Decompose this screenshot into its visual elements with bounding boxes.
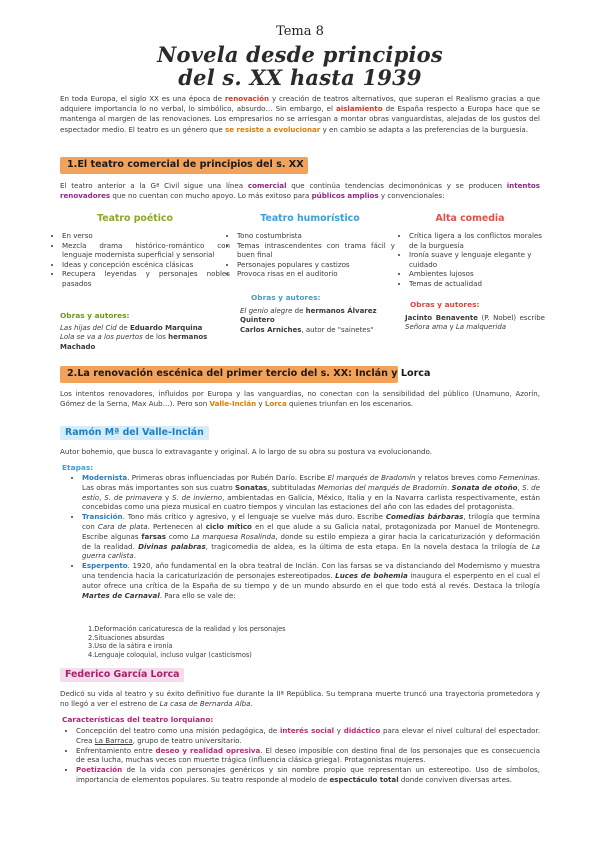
column-alta-comedia [397, 231, 542, 289]
list-item: • Ambientes lujosos [409, 269, 542, 279]
authors-label-alta-comedia: Obras y autores: [410, 300, 480, 309]
column-title-teatro-humoristico: Teatro humorístico [260, 213, 360, 224]
lorca-features-label: Características del teatro lorquiano: [62, 715, 214, 724]
column-title-teatro-poetico: Teatro poético [97, 213, 173, 224]
lorca-features-list [66, 726, 540, 785]
intro-paragraph: En toda Europa, el siglo XX es una época de renovación y creación de teatros alternativos, que superan el Realismo gracias a que adquiere importancia lo no verbal, lo simbólico, absurdo… Sin embargo, el aislamiento de España respecto a Europa hace que se mantenga al margen de las renovaciones. Los empresarios no se arriesgan a montar obras vanguardistas, alejadas de los gustos del espectador medio. El teatro es un género que se resiste a evolucionar y en cambio se adapta a las preferencias de la burguesía. [60, 94, 541, 134]
list-item: • Recupera leyendas y personajes nobles pasados [62, 269, 230, 288]
page-title-line-1: Novela desde principios [157, 42, 443, 67]
etapa-modernista: • Modernista. Primeras obras influenciadas por Rubén Darío. Escribe El marqués de Bradomín y relatos breves como Femeninas. Las obras más importantes son sus cuatro Sonatas, subtituladas Memorias del marqués de Bradomín. Sonata de otoño, S. de estío, S. de primavera y S. de invierno, ambientadas en Galicia, México, Italia y en la Navarra carlista respectivamente, están concebidas como una pieza musical en cuatro tiempos y vinculan las estaciones del año con las edades del protagonista. [82, 473, 540, 512]
list-item: • Personajes populares y castizos [237, 260, 395, 270]
list-item: 2.Situaciones absurdas [88, 633, 165, 642]
section-1-intro: El teatro anterior a la Gª Civil sigue una línea comercial que continúa tendencias decimonónicas y se producen intentos renovadores que no cuentan con mucho apoyo. Lo más exitoso para públicos amplios y convencionales: [60, 181, 540, 201]
etapas-label: Etapas: [62, 463, 94, 472]
section-2-intro: Los intentos renovadores, influidos por Europa y las vanguardias, no conectan con la sensibilidad del público (Unamuno, Azorín, Gómez de la Serna, Max Aub…). Pero son Valle-Inclán y Lorca quienes triunfan en los escenarios. [60, 389, 540, 409]
etapas-list [72, 473, 540, 600]
esperpento-resources [88, 625, 286, 659]
valle-inclan-bio: Autor bohemio, que busca lo extravagante y original. A lo largo de su obra su postura va evolucionando. [60, 447, 432, 456]
list-item: • Tono costumbrista [237, 231, 395, 241]
list-item: • Concepción del teatro como una misión pedagógica, de interés social y didáctico para elevar el nivel cultural del espectador. Crea La Barraca, grupo de teatro universitario. [76, 726, 540, 746]
authors-label-humoristico: Obras y autores: [251, 293, 321, 302]
etapa-esperpento: • Esperpento. 1920, año fundamental en la obra teatral de Inclán. Con las farsas se va distanciando del Modernismo y muestra una tendencia hacia la caricaturización de personajes estereotipados. Luces de bohemia inaugura el esperpento en el cual el autor ofrece una crítica de la España de su tiempo y de un mundo absurdo en el que todo está al revés. Destaca la trilogía Martes de Carnaval. Para ello se vale de: [82, 561, 540, 600]
lorca-heading: Federico García Lorca [60, 668, 184, 682]
authors-humoristico: El genio alegre de hermanos Álvarez Quintero Carlos Arniches, autor de "sainetes" [240, 307, 377, 334]
section-2-heading: 2.La renovación escénica del primer tercio del s. XX: Inclán y Lorca [60, 366, 398, 383]
authors-alta-comedia: Jacinto Benavente (P. Nobel) escribe Señora ama y La malquerida [405, 314, 545, 332]
list-item: • Crítica ligera a los conflictos morales de la burguesía [409, 231, 542, 250]
etapa-transicion: • Transición. Tono más crítico y agresivo, y el lenguaje se vuelve más duro. Escribe Comedias bárbaras, trilogía que termina con Cara de plata. Pertenecen al ciclo mítico en el que alude a su Galicia natal, protagonizada por Manuel de Montenegro. Escribe algunas farsas como La marquesa Rosalinda, donde su estilo empieza a girar hacia la caricaturización y deformación de la realidad. Divinas palabras, tragicomedia de aldea, es la última de esta etapa. En la novela destaca la trilogía de La guerra carlista. [82, 512, 540, 561]
topic-number: Tema 8 [276, 24, 324, 39]
list-item: • Temas de actualidad [409, 279, 542, 289]
list-item: • Enfrentamiento entre deseo y realidad opresiva. El deseo imposible con destino final de los personajes que es consecuencia de esa lucha, muchas veces con muerte trágica (influencia clásica griega). Protagonistas mujeres. [76, 746, 540, 766]
list-item: • Mezcla drama histórico-romántico con lenguaje modernista superficial y sensorial [62, 241, 230, 260]
column-title-alta-comedia: Alta comedia [435, 213, 505, 224]
column-teatro-humoristico [225, 231, 395, 279]
list-item: 3.Uso de la sátira e ironía [88, 642, 173, 651]
list-item: • Provoca risas en el auditorio [237, 269, 395, 279]
lorca-bio: Dedicó su vida al teatro y su éxito definitivo fue durante la IIª República. Su temprana muerte truncó una trayectoria prometedora y no llegó a ver el estreno de La casa de Bernarda Alba. [60, 689, 540, 709]
authors-poetico: Las hijas del Cid de Eduardo Marquina Lola se va a los puertos de los hermanos Machado [60, 324, 208, 351]
list-item: • Ironía suave y lenguaje elegante y cuidado [409, 250, 542, 269]
valle-inclan-heading: Ramón Mª del Valle-Inclán [60, 426, 209, 440]
list-item: • Temas intrascendentes con trama fácil y buen final [237, 241, 395, 260]
page-title-line-2: del s. XX hasta 1939 [178, 65, 422, 90]
list-item: • En verso [62, 231, 230, 241]
authors-label-poetico: Obras y autores: [60, 311, 130, 320]
list-item: • Poetización de la vida con personajes genéricos y sin nombre propio que representan un estereotipo. Uso de símbolos, importancia de elementos populares. Su teatro responde al modelo de espectáculo total donde conviven diversas artes. [76, 765, 540, 785]
list-item: • Ideas y concepción escénica clásicas [62, 260, 230, 270]
list-item: 4.Lenguaje coloquial, incluso vulgar (casticismos) [88, 650, 252, 659]
list-item: 1.Deformación caricaturesca de la realidad y los personajes [88, 625, 286, 633]
column-teatro-poetico [50, 231, 230, 289]
section-1-heading: 1.El teatro comercial de principios del s. XX [60, 157, 308, 174]
